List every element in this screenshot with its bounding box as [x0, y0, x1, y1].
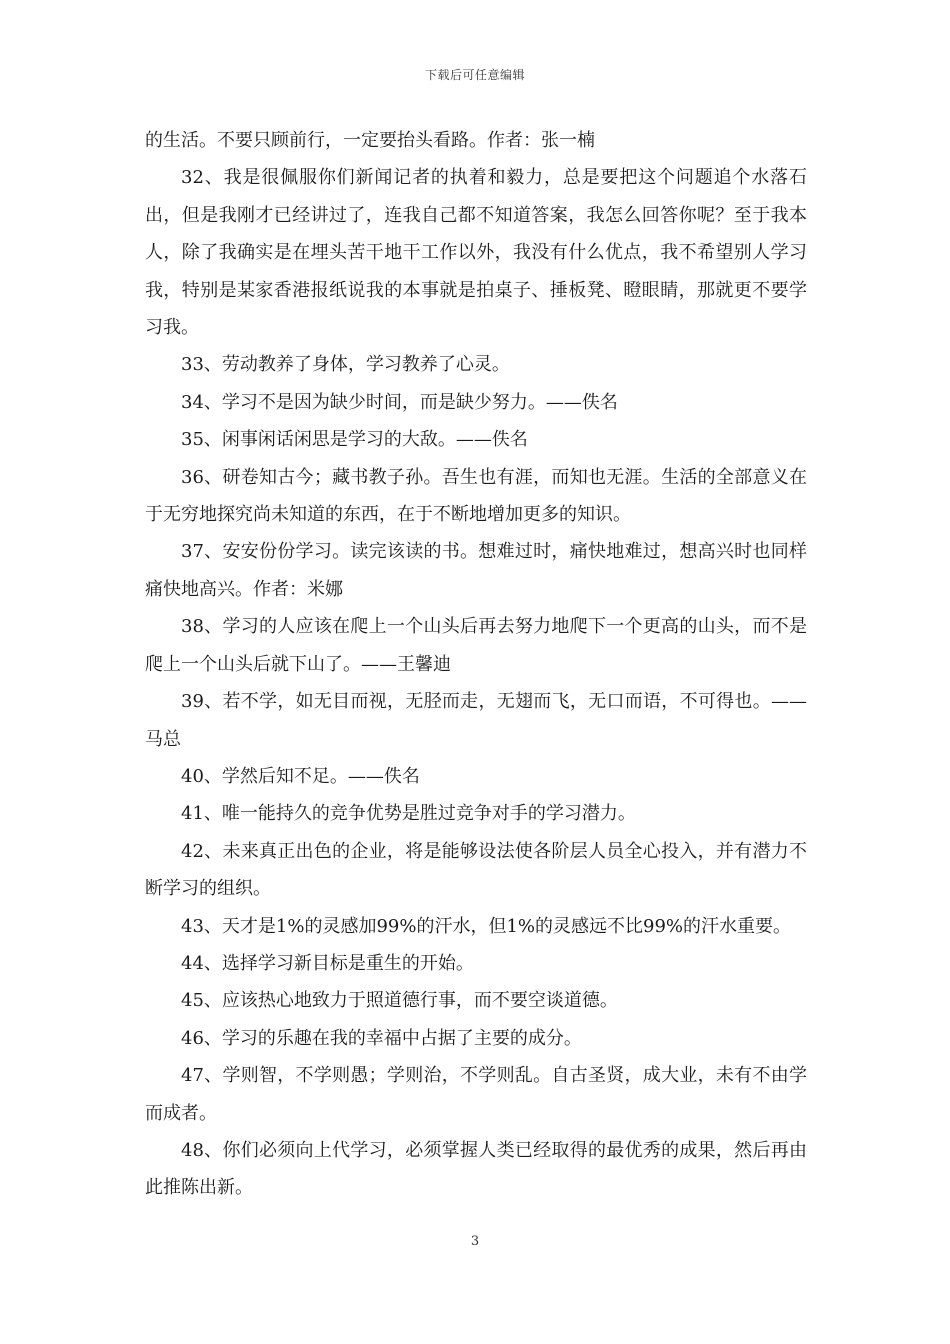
quote-35: 35、闲事闲话闲思是学习的大敌。——佚名: [181, 429, 528, 451]
quote-41: 41、唯一能持久的竞争优势是胜过竞争对手的学习潜力。: [181, 803, 636, 825]
paragraph-continuation: 的生活。不要只顾前行，一定要抬头看路。作者：张一楠: [145, 130, 595, 151]
page-header: 下载后可任意编辑: [424, 68, 525, 82]
quote-39: 39、若不学，如无目而视，无胫而走，无翅而飞，无口而语，不可得也。——马总: [145, 691, 807, 750]
quote-43: 43、天才是1%的灵感加99%的汗水，但1%的灵感远不比99%的汗水重要。: [181, 915, 792, 937]
quote-45: 45、应该热心地致力于照道德行事，而不要空谈道德。: [181, 990, 618, 1012]
quote-34: 34、学习不是因为缺少时间，而是缺少努力。——佚名: [181, 391, 618, 413]
quote-42: 42、未来真正出色的企业，将是能够设法使各阶层人员全心投入，并有潜力不断学习的组织。: [145, 840, 807, 900]
quote-46: 46、学习的乐趣在我的幸福中占据了主要的成分。: [181, 1027, 582, 1049]
quote-33: 33、劳动教养了身体，学习教养了心灵。: [181, 354, 510, 376]
quote-48: 48、你们必须向上代学习，必须掌握人类已经取得的最优秀的成果，然后再由此推陈出新。: [145, 1139, 807, 1199]
quote-40: 40、学然后知不足。——佚名: [181, 765, 420, 787]
page-number: 3: [470, 1234, 480, 1249]
quote-38: 38、学习的人应该在爬上一个山头后再去努力地爬下一个更高的山头，而不是爬上一个山头后就下山了。——王馨迪: [145, 616, 807, 675]
document-body: [145, 122, 807, 1207]
quote-44: 44、选择学习新目标是重生的开始。: [181, 952, 474, 974]
quote-36: 36、研卷知古今；藏书教子孙。吾生也有涯，而知也无涯。生活的全部意义在于无穷地探究尚未知道的东西，在于不断地增加更多的知识。: [145, 466, 807, 526]
quote-47: 47、学则智，不学则愚；学则治，不学则乱。自古圣贤，成大业，未有不由学而成者。: [145, 1065, 807, 1124]
quote-37: 37、安安份份学习。读完该读的书。想难过时，痛快地难过，想高兴时也同样痛快地高兴。作者：米娜: [145, 541, 807, 600]
quote-32: 32、我是很佩服你们新闻记者的执着和毅力，总是要把这个问题追个水落石出，但是我刚才已经讲过了，连我自己都不知道答案，我怎么回答你呢？至于我本人，除了我确实是在埋头苦干地干工作以外，我没有什么优点，我不希望别人学习我，特别是某家香港报纸说我的本事就是拍桌子、捶板凳、瞪眼睛，那就更不要学习我。: [145, 167, 807, 339]
